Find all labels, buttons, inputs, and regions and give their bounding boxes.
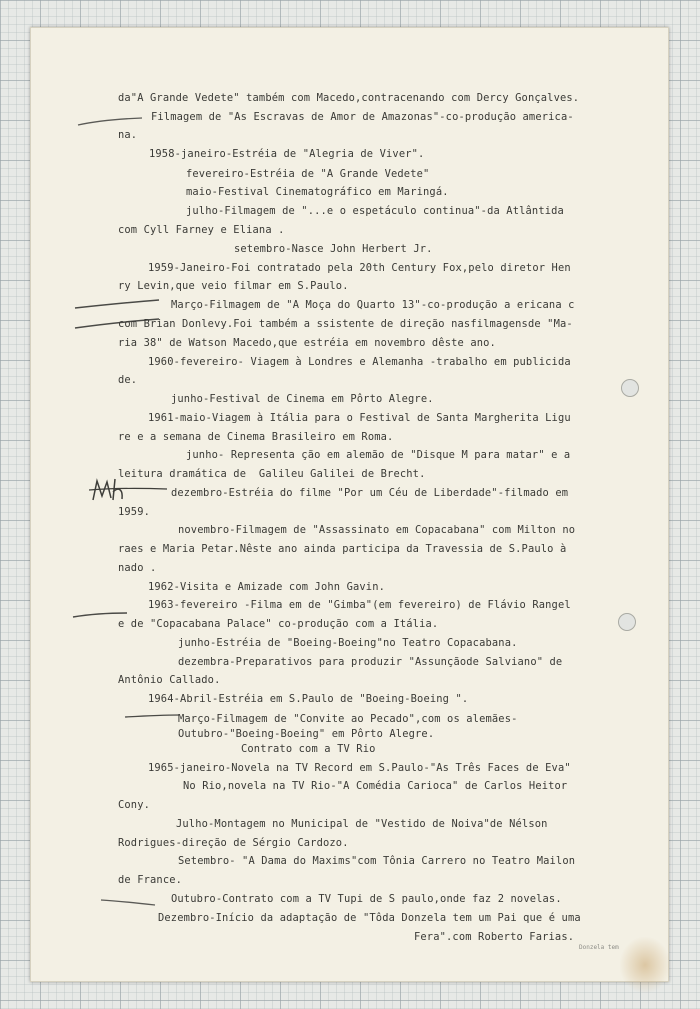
- text-line: nado .: [118, 562, 157, 574]
- text-line: 1960-fevereiro- Viagem à Londres e Alemanha -trabalho em publicida: [148, 356, 571, 368]
- text-line: No Rio,novela na TV Rio-"A Comédia Carioca" de Carlos Heitor: [183, 780, 568, 792]
- interlinear-note: Donzela tem: [579, 944, 619, 951]
- text-line: maio-Festival Cinematográfico em Maringá.: [186, 186, 449, 198]
- text-line: Rodrigues-direção de Sérgio Cardozo.: [118, 837, 349, 849]
- text-line: leitura dramática de Galileu Galilei de Brecht.: [118, 468, 426, 480]
- text-line: novembro-Filmagem de "Assassinato em Copacabana" com Milton no: [178, 524, 576, 536]
- text-line: na.: [118, 129, 138, 141]
- text-line: junho- Representa ção em alemão de "Disque M para matar" e a: [186, 449, 571, 461]
- text-line: de.: [118, 374, 138, 386]
- text-line: 1959-Janeiro-Foi contratado pela 20th Century Fox,pelo diretor Hen: [148, 262, 571, 274]
- text-line: 1961-maio-Viagem à Itália para o Festival de Santa Margherita Ligu: [148, 412, 571, 424]
- pencil-margin-mark: [123, 709, 183, 723]
- text-line: 1963-fevereiro -Filma em de "Gimba"(em fevereiro) de Flávio Rangel: [148, 599, 571, 611]
- text-line: dezembra-Preparativos para produzir "Assunçãode Salviano" de: [178, 656, 563, 668]
- pencil-margin-mark: [99, 895, 159, 911]
- text-line: Fera".com Roberto Farias.: [414, 931, 575, 943]
- text-line: Julho-Montagem no Municipal de "Vestido de Noiva"de Nélson: [176, 818, 548, 830]
- text-line: Setembro- "A Dama do Maxims"com Tônia Carrero no Teatro Mailon: [178, 855, 576, 867]
- text-line: re e a semana de Cinema Brasileiro em Roma.: [118, 431, 394, 443]
- pencil-initial-mark: [89, 476, 169, 504]
- text-line: Contrato com a TV Rio: [241, 743, 376, 755]
- text-line: 1962-Visita e Amizade com John Gavin.: [148, 581, 386, 593]
- text-line: junho-Festival de Cinema em Pôrto Alegre.: [171, 393, 434, 405]
- text-line: 1958-janeiro-Estréia de "Alegria de Viver".: [149, 148, 425, 160]
- text-line: junho-Estréia de "Boeing-Boeing"no Teatro Copacabana.: [178, 637, 518, 649]
- text-line: setembro-Nasce John Herbert Jr.: [234, 243, 433, 255]
- text-line: Outubro-"Boeing-Boeing" em Pôrto Alegre.: [178, 728, 435, 740]
- text-line: fevereiro-Estréia de "A Grande Vedete": [186, 168, 430, 180]
- text-line: 1959.: [118, 506, 151, 518]
- punch-hole: [621, 379, 639, 397]
- text-line: 1964-Abril-Estréia em S.Paulo de "Boeing-Boeing ".: [148, 693, 469, 705]
- text-line: da"A Grande Vedete" também com Macedo,contracenando com Dercy Gonçalves.: [118, 92, 580, 104]
- pencil-margin-mark: [73, 296, 163, 316]
- paper-stain: [619, 936, 671, 994]
- text-line: Março-Filmagem de "A Moça do Quarto 13"-co-produção a ericana c: [171, 299, 575, 311]
- text-line: com Cyll Farney e Eliana .: [118, 224, 285, 236]
- text-line: Cony.: [118, 799, 151, 811]
- text-line: dezembro-Estréia do filme "Por um Céu de Liberdade"-filmado em: [171, 487, 569, 499]
- typewritten-page: [30, 27, 669, 982]
- text-line: Outubro-Contrato com a TV Tupi de S paulo,onde faz 2 novelas.: [171, 893, 562, 905]
- punch-hole: [618, 613, 636, 631]
- text-line: de France.: [118, 874, 183, 886]
- text-line: ria 38" de Watson Macedo,que estréia em novembro dêste ano.: [118, 337, 496, 349]
- text-line: Antônio Callado.: [118, 674, 221, 686]
- text-line: 1965-janeiro-Novela na TV Record em S.Paulo-"As Três Faces de Eva": [148, 762, 571, 774]
- text-line: Dezembro-Início da adaptação de "Tôda Donzela tem um Pai que é uma: [158, 912, 581, 924]
- text-line: ry Levin,que veio filmar em S.Paulo.: [118, 280, 349, 292]
- text-line: com Brian Donlevy.Foi também a ssistente de direção nasfilmagensde "Ma-: [118, 318, 573, 330]
- text-line: julho-Filmagem de "...e o espetáculo continua"-da Atlântida: [186, 205, 564, 217]
- text-line: Março-Filmagem de "Convite ao Pecado",com os alemães-: [178, 713, 518, 725]
- text-line: raes e Maria Petar.Nêste ano ainda participa da Travessia de S.Paulo à: [118, 543, 567, 555]
- text-line: Filmagem de "As Escravas de Amor de Amazonas"-co-produção america-: [151, 111, 574, 123]
- text-line: e de "Copacabana Palace" co-produção com a Itália.: [118, 618, 439, 630]
